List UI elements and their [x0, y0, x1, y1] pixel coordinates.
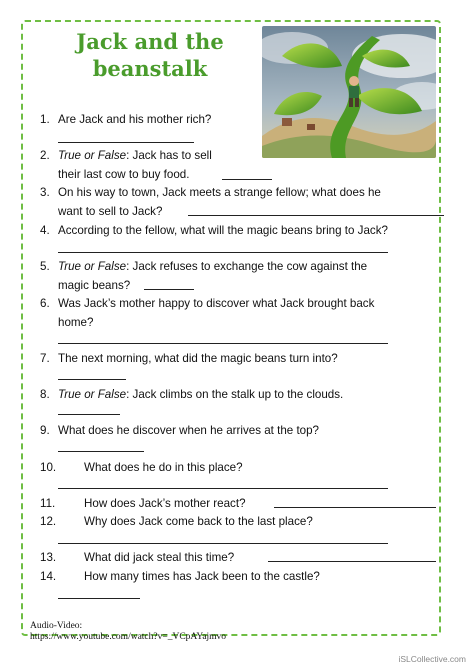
question-3: 3. On his way to town, Jack meets a strange fellow; what does he [40, 186, 381, 199]
title-line-2: beanstalk [92, 56, 208, 81]
answer-line-2[interactable] [222, 179, 272, 180]
question-6-cont: home? [58, 316, 94, 329]
question-10: 10. What does he do in this place? [40, 461, 243, 474]
question-1: 1. Are Jack and his mother rich? [40, 113, 212, 126]
footer-url[interactable]: https://www.youtube.com/watch?v=_VCpAYajmvo [30, 632, 227, 642]
question-12: 12. Why does Jack come back to the last place? [40, 515, 313, 528]
question-13: 13. What did jack steal this time? [40, 551, 235, 564]
answer-line-13[interactable] [268, 561, 436, 562]
question-11: 11. How does Jack’s mother react? [40, 497, 246, 510]
question-8: 8. True or False: Jack climbs on the stalk up to the clouds. [40, 388, 344, 401]
answer-line-1[interactable] [58, 142, 194, 143]
question-9: 9. What does he discover when he arrives at the top? [40, 424, 320, 437]
answer-line-6[interactable] [58, 343, 388, 344]
question-14: 14. How many times has Jack been to the castle? [40, 570, 320, 583]
answer-line-14[interactable] [58, 598, 140, 599]
question-6: 6. Was Jack’s mother happy to discover what Jack brought back [40, 297, 375, 310]
answer-line-10[interactable] [58, 488, 388, 489]
question-3-cont: want to sell to Jack? [58, 205, 163, 218]
worksheet-title [40, 28, 260, 82]
beanstalk-illustration [262, 26, 436, 158]
question-4: 4. According to the fellow, what will the magic beans bring to Jack? [40, 224, 388, 237]
answer-line-11[interactable] [274, 507, 436, 508]
question-2-cont: their last cow to buy food. [58, 168, 190, 181]
footer-label: Audio-Video: [30, 621, 83, 631]
answer-line-3[interactable] [188, 215, 444, 216]
answer-line-9[interactable] [58, 451, 144, 452]
question-2: 2. True or False: Jack has to sell [40, 149, 212, 162]
question-5: 5. True or False: Jack refuses to exchange the cow against the [40, 260, 368, 273]
title-line-1: Jack and the [76, 29, 224, 54]
answer-line-4[interactable] [58, 252, 388, 253]
answer-line-12[interactable] [58, 543, 388, 544]
answer-line-8[interactable] [58, 414, 120, 415]
question-5-cont: magic beans? [58, 279, 131, 292]
answer-line-7[interactable] [58, 379, 126, 380]
answer-line-5[interactable] [144, 289, 194, 290]
question-7: 7. The next morning, what did the magic beans turn into? [40, 352, 338, 365]
site-watermark: iSLCollective.com [398, 654, 466, 664]
